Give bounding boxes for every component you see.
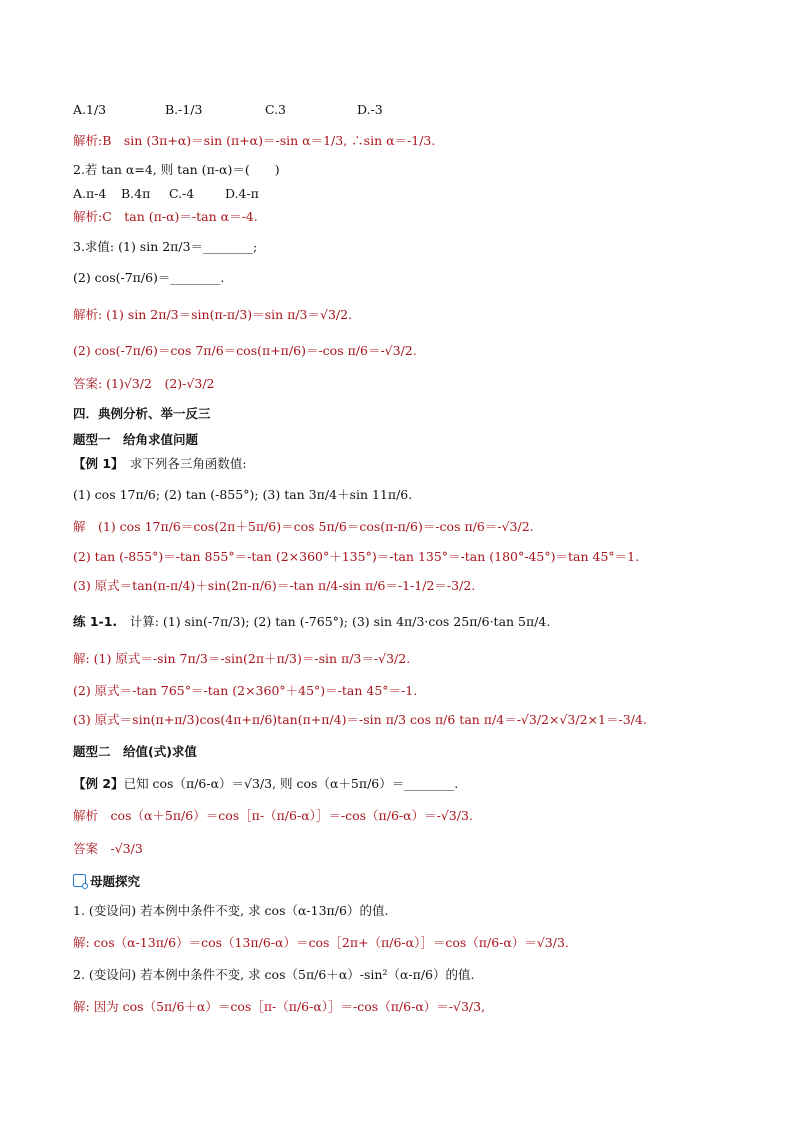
q3-solution-2: (2) cos(-7π/6)＝cos 7π/6＝cos(π+π/6)＝-cos π/6＝-√3/2. bbox=[73, 343, 417, 358]
example1-solution-1: 解 (1) cos 17π/6＝cos(2π＋5π/6)＝cos 5π/6＝cos(π-π/6)＝-cos π/6＝-√3/2. bbox=[73, 519, 534, 534]
example2-label: 【例 2】 bbox=[73, 776, 124, 791]
section-title: 四．典例分析、举一反三 bbox=[73, 406, 211, 421]
q2-options bbox=[73, 186, 259, 202]
option-a: A.π-4 bbox=[73, 186, 107, 201]
type2-title: 题型二 给值(式)求值 bbox=[73, 744, 197, 759]
type1-title: 题型一 给角求值问题 bbox=[73, 432, 199, 447]
example1-text: 求下列各三角函数值: bbox=[117, 456, 247, 471]
option-a: A.1/3 bbox=[73, 102, 107, 117]
q3-answer: 答案: (1)√3/2 (2)-√3/2 bbox=[73, 376, 215, 391]
example2-solution: 解析 cos（α＋5π/6）＝cos［π-（π/6-α）］＝-cos（π/6-α）＝-√3/3. bbox=[73, 808, 473, 823]
q1-options bbox=[73, 102, 383, 118]
practice-text: 计算: (1) sin(-7π/3); (2) tan (-765°); (3) sin 4π/3·cos 25π/6·tan 5π/4. bbox=[117, 614, 551, 629]
option-c: C.3 bbox=[264, 102, 287, 117]
q1-solution: 解析:B sin (3π+α)＝sin (π+α)＝-sin α＝1/3, ∴sin α＝-1/3. bbox=[73, 133, 436, 148]
example1-solution-2: (2) tan (-855°)＝-tan 855°＝-tan (2×360°＋135°)＝-tan 135°＝-tan (180°-45°)＝tan 45°＝1. bbox=[73, 549, 640, 564]
option-b: B.4π bbox=[120, 186, 151, 201]
example2-answer: 答案 -√3/3 bbox=[73, 841, 143, 856]
example1-items: (1) cos 17π/6; (2) tan (-855°); (3) tan 3π/4＋sin 11π/6. bbox=[73, 487, 413, 502]
variant2-stem: 2. (变设问) 若本例中条件不变, 求 cos（5π/6＋α）-sin²（α-π/6）的值. bbox=[73, 967, 475, 982]
q2-solution: 解析:C tan (π-α)＝-tan α＝-4. bbox=[73, 209, 258, 224]
example2-text: 已知 cos（π/6-α）＝√3/3, 则 cos（α＋5π/6）＝________. bbox=[123, 776, 459, 791]
q2-stem: 2.若 tan α=4, 则 tan (π-α)＝( ) bbox=[73, 162, 280, 177]
explore-title-row bbox=[73, 874, 140, 890]
practice-stem bbox=[73, 614, 550, 630]
option-c: C.-4 bbox=[168, 186, 195, 201]
variant1-stem: 1. (变设问) 若本例中条件不变, 求 cos（α-13π/6）的值. bbox=[73, 903, 389, 918]
variant2-solution: 解: 因为 cos（5π/6＋α）＝cos［π-（π/6-α）］＝-cos（π/6-α）＝-√3/3, bbox=[73, 999, 486, 1014]
practice-solution-1: 解: (1) 原式＝-sin 7π/3＝-sin(2π＋π/3)＝-sin π/3＝-√3/2. bbox=[73, 651, 411, 666]
q3-solution-1: 解析: (1) sin 2π/3＝sin(π-π/3)＝sin π/3＝√3/2. bbox=[73, 307, 353, 322]
explore-title: 母题探究 bbox=[90, 874, 141, 889]
practice-label: 练 1-1. bbox=[73, 614, 118, 629]
practice-solution-2: (2) 原式＝-tan 765°＝-tan (2×360°＋45°)＝-tan 45°＝-1. bbox=[73, 683, 418, 698]
variant1-solution: 解: cos（α-13π/6）＝cos（13π/6-α）＝cos［2π+（π/6-α）］＝cos（π/6-α）＝√3/3. bbox=[73, 935, 569, 950]
example2-stem bbox=[73, 776, 458, 792]
magnifier-icon bbox=[73, 874, 86, 887]
option-d: D.-3 bbox=[356, 102, 383, 117]
q3-stem-2: (2) cos(-7π/6)＝________. bbox=[73, 270, 225, 285]
example1-stem bbox=[73, 456, 247, 472]
q3-stem-1: 3.求值: (1) sin 2π/3＝________; bbox=[73, 239, 258, 254]
practice-solution-3: (3) 原式＝sin(π+π/3)cos(4π+π/6)tan(π+π/4)＝-sin π/3 cos π/6 tan π/4＝-√3/2×√3/2×1＝-3/4. bbox=[73, 712, 647, 727]
option-b: B.-1/3 bbox=[164, 102, 203, 117]
example1-label: 【例 1】 bbox=[73, 456, 118, 471]
example1-solution-3: (3) 原式＝tan(π-π/4)＋sin(2π-π/6)＝-tan π/4-sin π/6＝-1-1/2＝-3/2. bbox=[73, 578, 476, 593]
option-d: D.4-π bbox=[224, 186, 259, 201]
